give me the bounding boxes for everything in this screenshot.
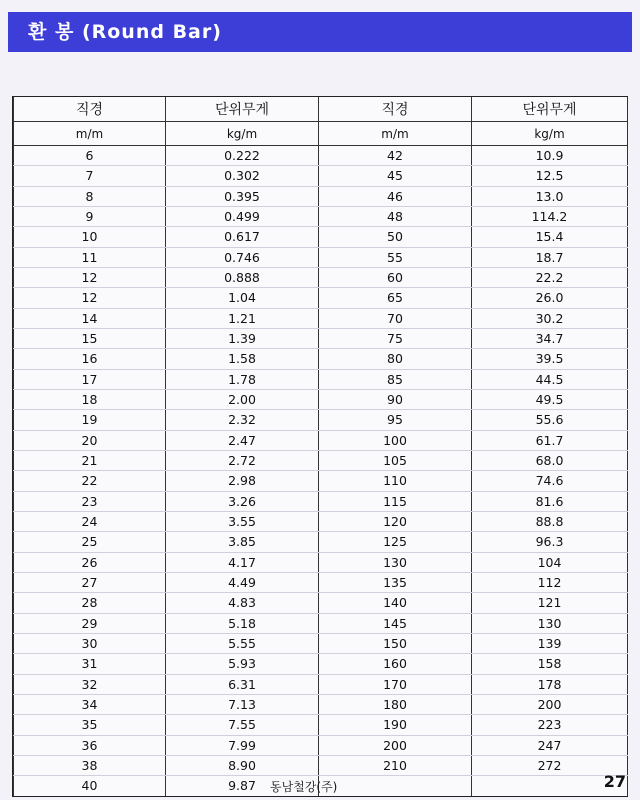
header-diameter-2: 직경 [319,97,472,122]
cell-diameter: 12 [14,267,166,287]
cell-diameter: 95 [319,410,472,430]
header-unit-weight-2: 단위무게 [472,97,628,122]
cell-unit-weight: 130 [472,613,628,633]
cell-diameter: 10 [14,227,166,247]
table-row [14,410,628,430]
cell-diameter: 130 [319,552,472,572]
cell-unit-weight: 2.32 [166,410,319,430]
cell-unit-weight: 247 [472,735,628,755]
cell-diameter: 140 [319,593,472,613]
cell-unit-weight: 5.18 [166,613,319,633]
cell-diameter: 20 [14,430,166,450]
cell-diameter: 170 [319,674,472,694]
table-row [14,654,628,674]
cell-diameter: 27 [14,572,166,592]
table-row [14,227,628,247]
table-row [14,288,628,308]
cell-diameter: 19 [14,410,166,430]
cell-unit-weight: 55.6 [472,410,628,430]
cell-unit-weight: 9.87 [166,776,319,796]
cell-diameter: 85 [319,369,472,389]
cell-diameter: 24 [14,511,166,531]
cell-diameter: 6 [14,146,166,166]
cell-unit-weight: 81.6 [472,491,628,511]
cell-diameter: 42 [319,146,472,166]
cell-unit-weight: 223 [472,715,628,735]
cell-unit-weight: 96.3 [472,532,628,552]
cell-unit-weight: 112 [472,572,628,592]
table-row [14,491,628,511]
unit-diameter-1: m/m [14,122,166,146]
cell-diameter: 9 [14,206,166,226]
cell-diameter: 12 [14,288,166,308]
cell-unit-weight: 2.72 [166,450,319,470]
cell-diameter: 46 [319,186,472,206]
cell-diameter: 180 [319,694,472,714]
table-row [14,511,628,531]
cell-diameter: 75 [319,328,472,348]
header-unit-weight-1: 단위무게 [166,97,319,122]
table-row [14,532,628,552]
cell-diameter: 22 [14,471,166,491]
cell-unit-weight: 10.9 [472,146,628,166]
table-row [14,389,628,409]
cell-unit-weight: 12.5 [472,166,628,186]
table-row [14,146,628,166]
table-row [14,430,628,450]
table-row [14,633,628,653]
cell-diameter: 15 [14,328,166,348]
unit-diameter-2: m/m [319,122,472,146]
cell-unit-weight: 22.2 [472,267,628,287]
page-number: 27 [603,772,626,791]
cell-unit-weight: 272 [472,755,628,775]
cell-diameter: 105 [319,450,472,470]
cell-diameter: 55 [319,247,472,267]
cell-unit-weight: 5.55 [166,633,319,653]
cell-unit-weight: 4.49 [166,572,319,592]
cell-diameter: 18 [14,389,166,409]
cell-diameter: 29 [14,613,166,633]
cell-unit-weight: 0.222 [166,146,319,166]
cell-unit-weight: 0.888 [166,267,319,287]
table-row [14,308,628,328]
cell-diameter: 50 [319,227,472,247]
table-row [14,471,628,491]
cell-diameter: 36 [14,735,166,755]
cell-diameter: 60 [319,267,472,287]
table-row [14,572,628,592]
cell-unit-weight: 26.0 [472,288,628,308]
cell-unit-weight: 0.499 [166,206,319,226]
cell-unit-weight: 3.85 [166,532,319,552]
cell-unit-weight: 4.83 [166,593,319,613]
cell-diameter: 25 [14,532,166,552]
cell-unit-weight: 68.0 [472,450,628,470]
cell-unit-weight: 158 [472,654,628,674]
cell-unit-weight: 2.00 [166,389,319,409]
cell-unit-weight: 5.93 [166,654,319,674]
header-diameter-1: 직경 [14,97,166,122]
cell-unit-weight: 2.47 [166,430,319,450]
cell-diameter: 48 [319,206,472,226]
cell-diameter: 65 [319,288,472,308]
cell-unit-weight: 44.5 [472,369,628,389]
cell-unit-weight: 15.4 [472,227,628,247]
table-row [14,715,628,735]
cell-unit-weight: 121 [472,593,628,613]
cell-diameter: 17 [14,369,166,389]
cell-unit-weight: 0.302 [166,166,319,186]
cell-diameter: 38 [14,755,166,775]
table-row [14,593,628,613]
table-row [14,450,628,470]
cell-unit-weight: 4.17 [166,552,319,572]
cell-diameter: 8 [14,186,166,206]
cell-unit-weight: 7.13 [166,694,319,714]
cell-diameter: 70 [319,308,472,328]
cell-diameter: 30 [14,633,166,653]
cell-unit-weight: 0.395 [166,186,319,206]
table-row [14,755,628,775]
cell-diameter: 125 [319,532,472,552]
unit-weight-1: kg/m [166,122,319,146]
cell-unit-weight: 88.8 [472,511,628,531]
cell-diameter: 28 [14,593,166,613]
cell-diameter: 14 [14,308,166,328]
table-row [14,186,628,206]
unit-weight-2: kg/m [472,122,628,146]
cell-unit-weight: 0.617 [166,227,319,247]
cell-unit-weight: 34.7 [472,328,628,348]
cell-unit-weight: 1.78 [166,369,319,389]
cell-diameter: 90 [319,389,472,409]
cell-diameter: 11 [14,247,166,267]
cell-diameter: 80 [319,349,472,369]
cell-unit-weight: 3.26 [166,491,319,511]
cell-diameter: 7 [14,166,166,186]
table-row [14,328,628,348]
cell-unit-weight: 8.90 [166,755,319,775]
cell-diameter: 40 [14,776,166,796]
cell-diameter: 32 [14,674,166,694]
cell-diameter: 100 [319,430,472,450]
cell-unit-weight: 1.58 [166,349,319,369]
cell-diameter: 31 [14,654,166,674]
cell-unit-weight: 30.2 [472,308,628,328]
table-row [14,166,628,186]
cell-unit-weight: 200 [472,694,628,714]
cell-unit-weight: 0.746 [166,247,319,267]
table-row [14,349,628,369]
footer-company-name: 동남철강(주) [270,780,338,794]
table-row [14,694,628,714]
cell-unit-weight: 18.7 [472,247,628,267]
cell-unit-weight: 13.0 [472,186,628,206]
cell-diameter: 200 [319,735,472,755]
page-title: 환 봉 (Round Bar) [28,21,222,43]
cell-diameter: 115 [319,491,472,511]
table-row [14,369,628,389]
table-row [14,674,628,694]
cell-unit-weight: 39.5 [472,349,628,369]
cell-unit-weight: 1.04 [166,288,319,308]
cell-diameter: 23 [14,491,166,511]
cell-diameter: 120 [319,511,472,531]
cell-unit-weight: 1.21 [166,308,319,328]
title-banner [8,12,632,52]
cell-diameter: 135 [319,572,472,592]
table-row [14,206,628,226]
table-row [14,247,628,267]
cell-unit-weight: 1.39 [166,328,319,348]
cell-diameter: 26 [14,552,166,572]
cell-diameter: 150 [319,633,472,653]
table-row [14,267,628,287]
cell-unit-weight: 61.7 [472,430,628,450]
cell-diameter: 21 [14,450,166,470]
cell-unit-weight: 6.31 [166,674,319,694]
cell-unit-weight: 7.99 [166,735,319,755]
cell-unit-weight: 3.55 [166,511,319,531]
cell-diameter: 35 [14,715,166,735]
cell-unit-weight: 178 [472,674,628,694]
cell-diameter: 160 [319,654,472,674]
cell-diameter: 16 [14,349,166,369]
cell-diameter: 110 [319,471,472,491]
cell-diameter: 34 [14,694,166,714]
cell-diameter: 45 [319,166,472,186]
table-row [14,613,628,633]
table-row [14,735,628,755]
cell-unit-weight: 104 [472,552,628,572]
round-bar-weight-table [12,96,628,797]
cell-unit-weight: 49.5 [472,389,628,409]
cell-diameter: 210 [319,755,472,775]
table-row [14,552,628,572]
cell-unit-weight: 7.55 [166,715,319,735]
cell-diameter: 190 [319,715,472,735]
cell-diameter [319,776,472,796]
cell-unit-weight: 2.98 [166,471,319,491]
cell-unit-weight: 139 [472,633,628,653]
cell-unit-weight: 114.2 [472,206,628,226]
table-body [14,146,628,796]
cell-diameter: 145 [319,613,472,633]
cell-unit-weight: 74.6 [472,471,628,491]
